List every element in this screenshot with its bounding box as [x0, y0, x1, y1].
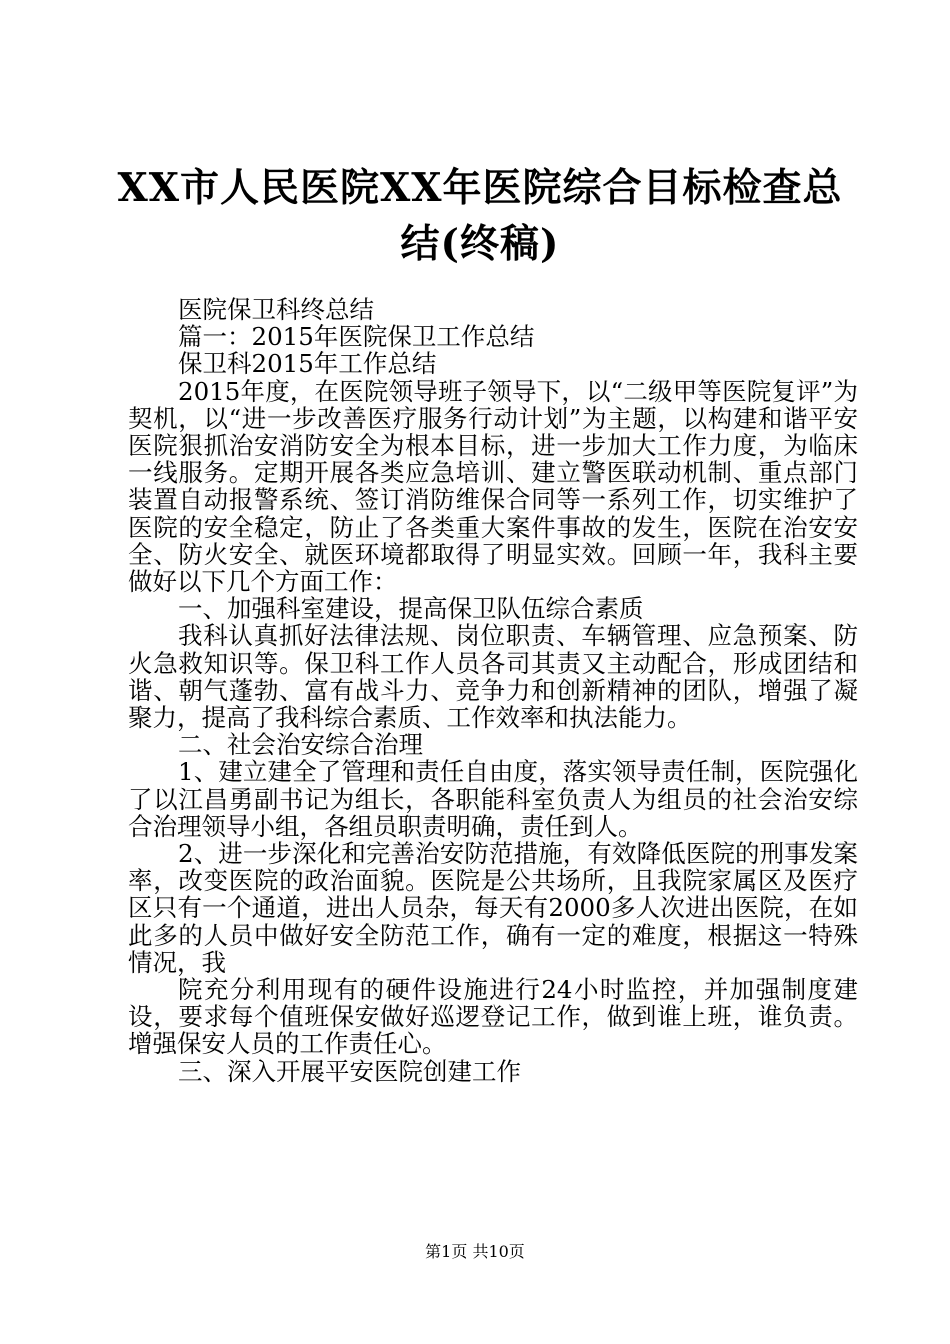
paragraph-intro: 2015年度，在医院领导班子领导下，以“二级甲等医院复评”为契机，以“进一步改善医疗服务行动计划”为主题，以构建和谐平安医院狠抓治安消防安全为根本目标，进一步加大工作力度，为临床一线服务。定期开展各类应急培训、建立警医联动机制、重点部门装置自动报警系统、签订消防维保合同等一系列工作，切实维护了医院的安全稳定，防止了各类重大案件事故的发生，医院在治安安全、防火安全、就医环境都取得了明显实效。回顾一年，我科主要做好以下几个方面工作： [128, 376, 858, 597]
section-heading-two: 二、社会治安综合治理 [178, 730, 423, 760]
page-number-footer: 第1页 共10页 [425, 1242, 525, 1261]
paragraph-heading-department: 医院保卫科终总结 [178, 295, 374, 324]
document-body [128, 296, 858, 1085]
paragraph-item-two: 2、进一步深化和完善治安防范措施，有效降低医院的刑事发案率，改变医院的政治面貌。医院是公共场所，且我院家属区及医疗区只有一个通道，进出人员杂，每天有2000多人次进出医院，在如此多的人员中做好安全防范工作，确有一定的难度，根据这一特殊情况，我 [128, 839, 858, 977]
paragraph-item-two-continued: 院充分利用现有的硬件设施进行24小时监控，并加强制度建设，要求每个值班保安做好巡逻登记工作，做到谁上班，谁负责。增强保安人员的工作责任心。 [128, 975, 858, 1059]
paragraph-report-title: 保卫科2015年工作总结 [178, 349, 437, 379]
paragraph-chapter-one: 篇一：2015年医院保卫工作总结 [178, 322, 535, 352]
document-title: XX市人民医院XX年医院综合目标检查总结(终稿) [117, 165, 843, 267]
paragraph-item-one: 1、建立建全了管理和责任自由度，落实领导责任制，医院强化了以江昌勇副书记为组长，各职能科室负责人为组员的社会治安综合治理领导小组，各组员职责明确，责任到人。 [128, 757, 858, 841]
section-heading-three: 三、深入开展平安医院创建工作 [178, 1056, 521, 1086]
paragraph-section-one: 我科认真抓好法律法规、岗位职责、车辆管理、应急预案、防火急救知识等。保卫科工作人员各司其责又主动配合，形成团结和谐、朝气蓬勃、富有战斗力、竞争力和创新精神的团队，增强了凝聚力，提高了我科综合素质、工作效率和执法能力。 [128, 621, 858, 733]
section-heading-one: 一、加强科室建设，提高保卫队伍综合素质 [178, 594, 644, 624]
